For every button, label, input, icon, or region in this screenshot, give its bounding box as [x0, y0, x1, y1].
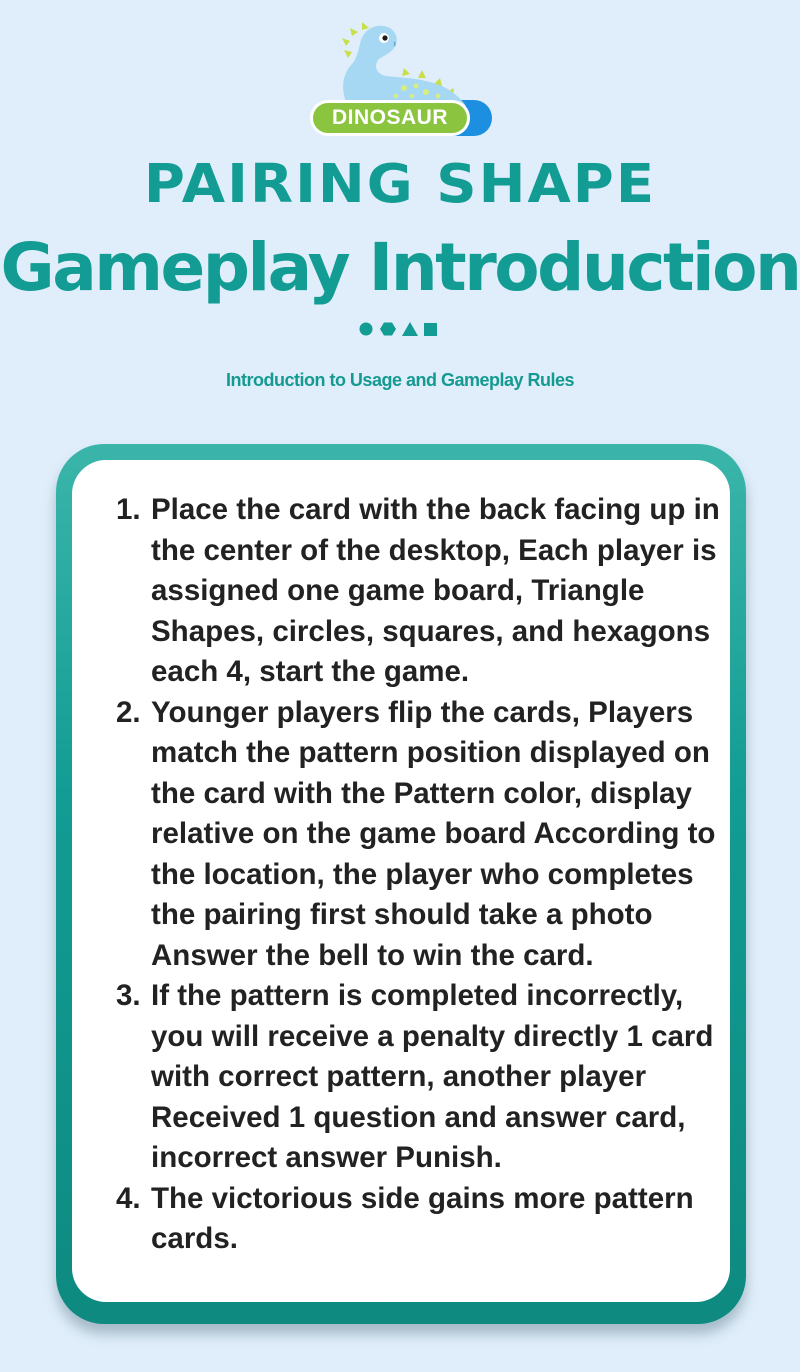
- rule-number: 2.: [116, 695, 141, 729]
- rules-card: [56, 444, 746, 1324]
- rule-item: [116, 693, 736, 977]
- square-icon: [424, 323, 437, 336]
- rule-text: The victorious side gains more pattern cards.: [151, 1181, 694, 1255]
- brand-logo: [300, 16, 500, 140]
- circle-icon: [360, 323, 373, 336]
- rule-number: 1.: [116, 493, 141, 526]
- rule-item: [116, 976, 736, 1179]
- rules-list: [116, 490, 736, 1260]
- page-title: PAIRING SHAPE: [143, 153, 657, 216]
- rule-item: [116, 1179, 736, 1260]
- rule-text: If the pattern is completed incorrectly, you will receive a penalty directly 1 card with correct pattern, another player Received 1 question and answer card, incorrect answer Punish.: [151, 979, 714, 1174]
- hexagon-icon: [380, 323, 396, 336]
- rule-item: [116, 490, 736, 693]
- triangle-icon: [402, 322, 418, 336]
- brand-badge: DINOSAUR: [310, 100, 470, 136]
- page-heading: Gameplay Introduction: [0, 229, 800, 306]
- rules-card-body: [72, 460, 730, 1302]
- rule-number: 3.: [116, 979, 141, 1012]
- shape-icons: [358, 321, 442, 337]
- page-subtitle: Introduction to Usage and Gameplay Rules: [225, 370, 575, 390]
- rule-number: 4.: [116, 1181, 141, 1215]
- rule-text: Place the card with the back facing up in the center of the desktop, Each player is assigned one game board, Triangle Shapes, circles, squares, and hexagons each 4, start the game.: [151, 493, 720, 688]
- rule-text: Younger players flip the cards, Players match the pattern position displayed on the card with the Pattern color, display relative on the game board According to the location, the player who completes the pairing first should take a photo Answer the bell to win the card.: [151, 695, 716, 972]
